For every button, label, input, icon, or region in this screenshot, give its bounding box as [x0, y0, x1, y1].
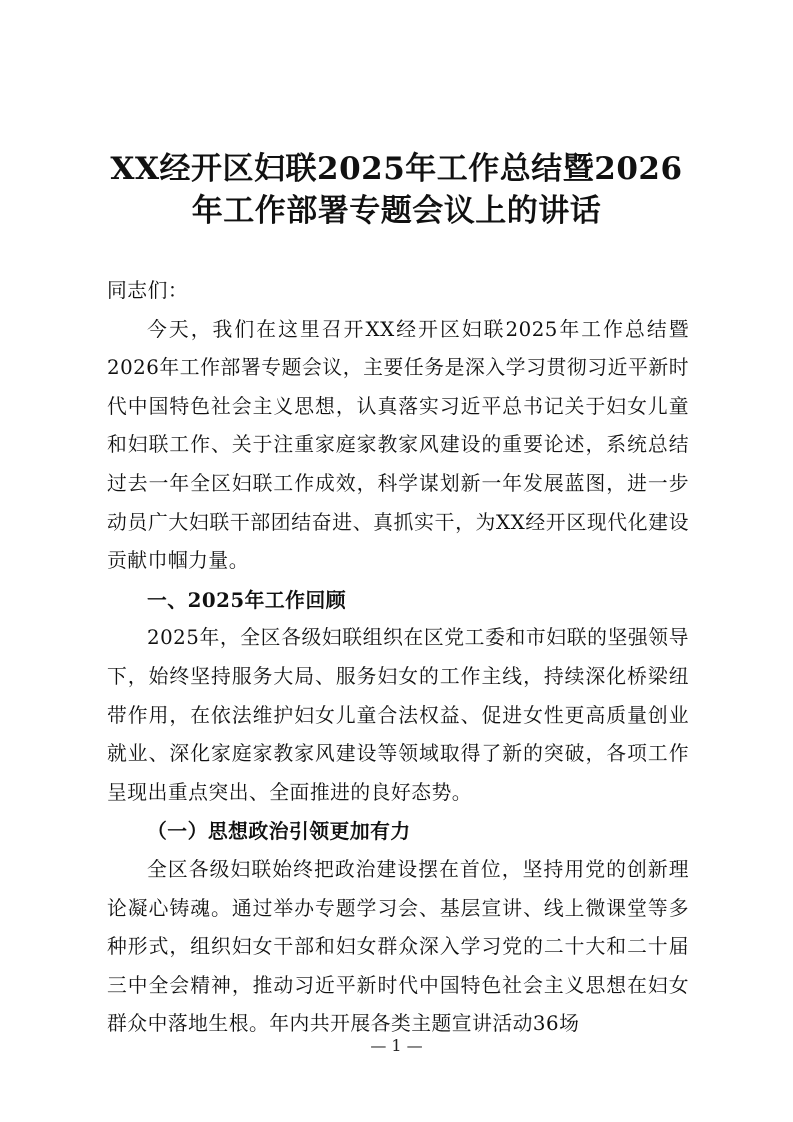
title-line-2: 年工作部署专题会议上的讲话 [191, 193, 602, 229]
paragraph-political: 全区各级妇联始终把政治建设摆在首位，坚持用党的创新理论凝心铸魂。通过举办专题学习会、基层宣讲、线上微课堂等多种形式，组织妇女干部和妇女群众深入学习党的二十大和二十届三中全会精神，推动习近平新时代中国特色社会主义思想在妇女群众中落地生根。年内共开展各类主题宣讲活动36场 [107, 857, 689, 1036]
page-number: — 1 — [370, 1036, 423, 1055]
section-heading-1: 一、2025年工作回顾 [147, 587, 347, 612]
subsection-heading-1: （一）思想政治引领更加有力 [147, 819, 411, 844]
document-title [60, 148, 733, 232]
paragraph-review: 2025年，全区各级妇联组织在区党工委和市妇联的坚强领导下，始终坚持服务大局、服务妇女的工作主线，持续深化桥梁纽带作用，在依法维护妇女儿童合法权益、促进女性更高质量创业就业、深化家庭家教家风建设等领域取得了新的突破，各项工作呈现出重点突出、全面推进的良好态势。 [107, 626, 689, 804]
paragraph-intro: 今天，我们在这里召开XX经开区妇联2025年工作总结暨2026年工作部署专题会议，主要任务是深入学习贯彻习近平新时代中国特色社会主义思想，认真落实习近平总书记关于妇女儿童和妇联工作、关于注重家庭家教家风建设的重要论述，系统总结过去一年全区妇联工作成效，科学谋划新一年发展蓝图，进一步动员广大妇联干部团结奋进、真抓实干，为XX经开区现代化建设贡献巾帼力量。 [107, 317, 689, 573]
salutation: 同志们： [107, 279, 189, 302]
title-line-1: XX经开区妇联2025年工作总结暨2026 [110, 151, 683, 187]
document-body [107, 272, 689, 1044]
